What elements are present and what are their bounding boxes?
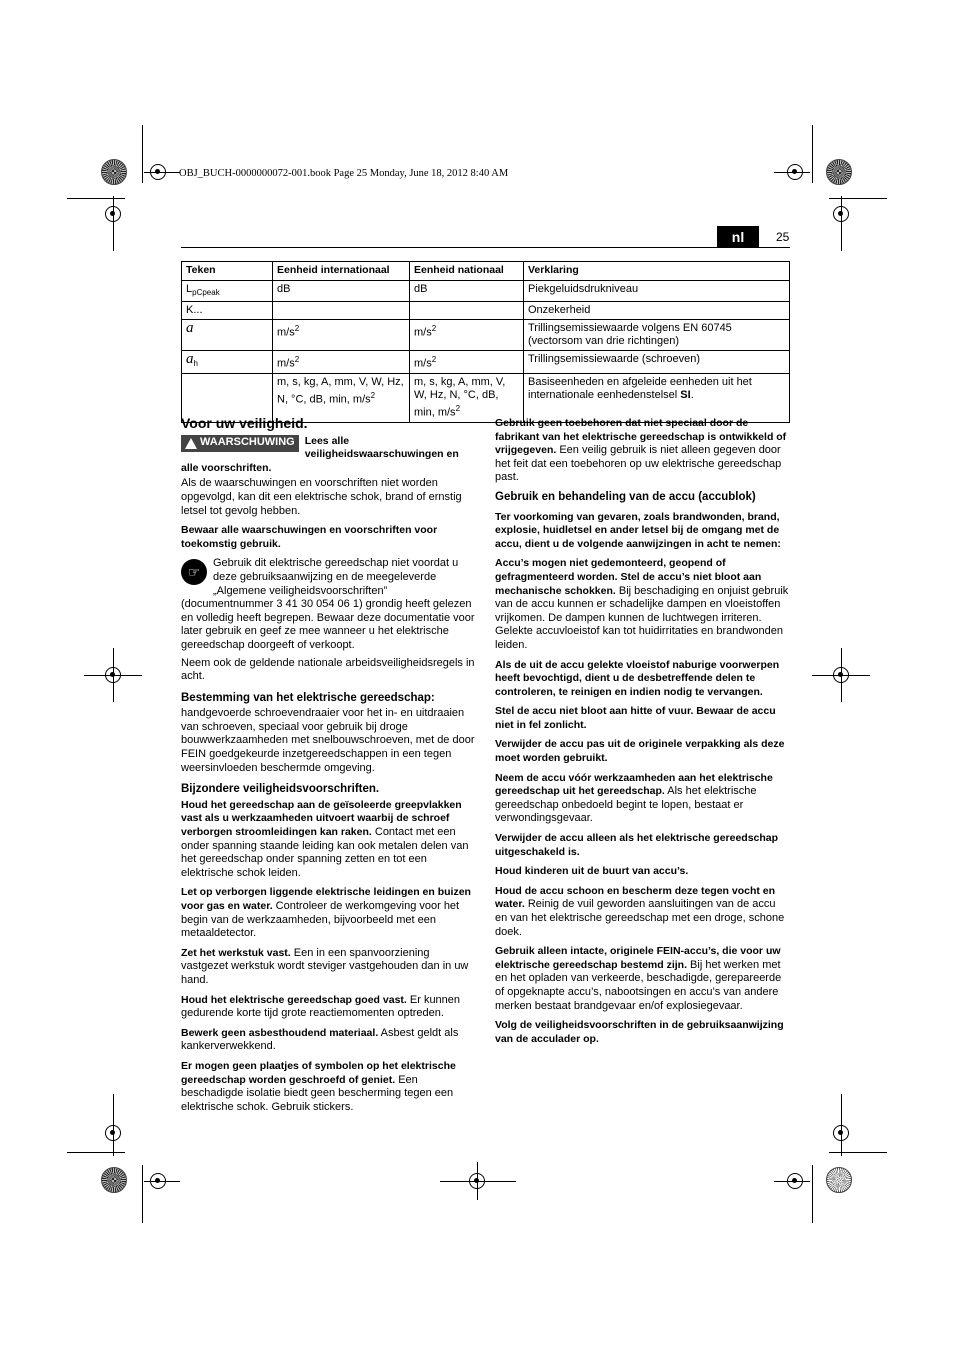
registration-mark-icon [105,206,121,222]
registration-mark-icon [833,1125,849,1141]
explanation-cell: Trillingsemissiewaarde volgens EN 60745 (vectorsom van drie richtingen) [524,320,790,351]
safety-item: Verwijder de accu pas uit de originele verpakking als deze moet worden gebruikt. [495,738,785,765]
table-row [182,320,790,351]
warning-text: Lees alle veiligheidswaarschuwingen en alle voorschriften. [181,434,459,474]
nat-unit-cell: m, s, kg, A, mm, V, W, Hz, N, °C, dB, min, $m/s^2$ [410,373,524,422]
registration-mark-icon [150,164,166,180]
header-rule [181,247,790,248]
column-header: Eenheid internationaal [273,262,410,281]
read-manual-icon: ☞ [181,559,207,585]
intl-unit-cell: $m/s^2$ [273,320,410,351]
nat-unit-cell: $m/s^2$ [410,320,524,351]
safety-item: Als de uit de accu gelekte vloeistof naburige voorwerpen heeft bevochtigd, dient u de desbetreffende delen te controleren, te reinigen en indien nodig te vervangen. [495,658,780,698]
subheading: Bijzondere veiligheidsvoorschriften. [181,783,380,796]
nat-unit-cell: dB [410,281,524,302]
color-wheel-icon [826,1167,852,1193]
intl-unit-cell: m, s, kg, A, mm, V, W, Hz, N, °C, dB, min, $m/s^2$ [273,373,410,422]
color-wheel-icon [826,159,852,185]
registration-mark-icon [787,1173,803,1189]
safety-item: Gebruik geen toebehoren dat niet speciaal door de fabrikant van het elektrische gereedschap is ontwikkeld of vrijgegeven. Een veilig gebruik is niet alleen gegeven door het feit dat een toebehoren op uw elektrische gereedschap past. [495,417,787,484]
intl-unit-cell: $m/s^2$ [273,351,410,374]
explanation-cell: Basiseenheden en afgeleide eenheden uit het internationale eenhedenstelsel SI. [524,373,790,422]
left-column [181,417,476,1120]
column-header: Teken [182,262,273,281]
paragraph: Neem ook de geldende nationale arbeidsveiligheidsregels in acht. [181,656,475,683]
column-header: Verklaring [524,262,790,281]
intl-unit-cell [273,302,410,320]
safety-item: Verwijder de accu alleen als het elektrische gereedschap uitgeschakeld is. [495,832,779,858]
nat-unit-cell: $m/s^2$ [410,351,524,374]
registration-mark-icon [105,667,121,683]
safety-item: Let op verborgen liggende elektrische leidingen en buizen voor gas en water. Controleer de werkomgeving voor het begin van de werkzaamheden, bijvoorbeeld met een metaaldetector. [181,886,471,940]
safety-item: Houd de accu schoon en bescherm deze tegen vocht en water. Reinig de vuil geworden aansluitingen van de accu en van het elektrische gereedschap met een droge, schone doek. [495,884,785,938]
intl-unit-cell: dB [273,281,410,302]
nat-unit-cell [410,302,524,320]
subheading: Bestemming van het elektrische gereedschap: [181,691,435,704]
table-header-row [182,262,790,281]
registration-mark-icon [150,1173,166,1189]
color-wheel-icon [101,1167,127,1193]
paragraph: Gebruik dit elektrische gereedschap niet voordat u deze gebruiksaanwijzing en de meegeleverde „Algemene veiligheidsvoorschriften” (documentnummer 3 41 30 054 06 1) grondig heeft gelezen en volledig heeft begrepen. Bewaar deze documentatie voor later gebruik en geef ze mee wanneer u het elektrische gereedschap doorgeeft of verkoopt. [181,557,475,651]
column-header: Eenheid nationaal [410,262,524,281]
safety-item: Stel de accu niet bloot aan hitte of vuur. Bewaar de accu niet in fel zonlicht. [495,705,776,731]
warning-triangle-icon [185,438,197,449]
symbol-cell: $L_{pCpeak}$ [182,281,273,302]
symbol-cell: K... [182,302,273,320]
warning-badge: WAARSCHUWING [181,435,299,452]
safety-item: Houd kinderen uit de buurt van accu’s. [495,865,689,878]
safety-item: Bewerk geen asbesthoudend materiaal. Asbest geldt als kankerverwekkend. [181,1026,459,1053]
paragraph: handgevoerde schroevendraaier voor het in- en uitdraaien van schroeven, speciaal voor gebruik bij droge bouwwerkzaamheden met snelbouwschroeven, met de door FEIN goedgekeurde inzetgereedschappen in een tegen weersinvloeden beschermde omgeving. [181,707,475,774]
safety-item: Houd het elektrische gereedschap goed vast. Er kunnen gedurende korte tijd grote reactiemomenten optreden. [181,993,461,1020]
right-column [495,417,790,1052]
table-row [182,281,790,302]
table-row [182,302,790,320]
safety-item: Houd het gereedschap aan de geïsoleerde greepvlakken vast als u werkzaamheden uitvoert waarbij de schroef verborgen stroomleidingen kan raken. Contact met een onder spanning staande leiding kan ook metalen delen van het gereedschap onder spanning zetten en tot een elektrische schok leiden. [181,798,469,879]
explanation-cell: Onzekerheid [524,302,790,320]
language-badge: nl [717,226,759,248]
color-wheel-icon [101,159,127,185]
safety-item: Gebruik alleen intacte, originele FEIN-accu’s, die voor uw elektrische gereedschap bestemd zijn. Bij het werken met en het opladen van verkeerde, beschadigde, gerepareerde of opgeknapte accu’s, nabootsingen en accu’s van andere merken bestaat brandgevaar en/of explosiegevaar. [495,945,782,1012]
subheading: Gebruik en behandeling van de accu (accublok) [495,490,756,503]
safety-item: Er mogen geen plaatjes of symbolen op het elektrische gereedschap worden geschroefd of geniet. Een beschadigde isolatie biedt geen bescherming tegen een elektrische schok. Gebruik stickers. [181,1059,456,1113]
explanation-cell: Piekgeluidsdrukniveau [524,281,790,302]
paragraph-bold: Bewaar alle waarschuwingen en voorschriften voor toekomstig gebruik. [181,524,438,550]
units-table [181,261,790,423]
symbol-cell: a [182,320,273,351]
registration-mark-icon [833,667,849,683]
table-row [182,351,790,374]
section-title: Voor uw veiligheid. [181,415,308,431]
safety-item: Volg de veiligheidsvoorschriften in de gebruiksaanwijzing van de acculader op. [495,1019,784,1045]
registration-mark-icon [105,1125,121,1141]
safety-item: Accu’s mogen niet gedemonteerd, geopend of gefragmenteerd worden. Stel de accu’s niet bloot aan mechanische schokken. Bij beschadiging en onjuist gebruik van de accu kunnen er schadelijke dampen en vloeistoffen vrijkomen. De dampen kunnen de luchtwegen irriteren. Gelekte accuvloeistof kan tot huidirritaties en brandwonden leiden. [495,557,789,651]
registration-mark-icon [833,206,849,222]
paragraph: Als de waarschuwingen en voorschriften niet worden opgevolgd, kan dit een elektrische schok, brand of ernstig letsel tot gevolg hebben. [181,477,462,517]
symbol-cell: $a_h$ [182,351,273,374]
file-info: OBJ_BUCH-0000000072-001.book Page 25 Monday, June 18, 2012 8:40 AM [179,168,509,179]
registration-mark-icon [469,1173,485,1189]
page-number: 25 [776,230,790,244]
registration-mark-icon [787,164,803,180]
explanation-cell: Trillingsemissiewaarde (schroeven) [524,351,790,374]
safety-item: Ter voorkoming van gevaren, zoals brandwonden, brand, explosie, huidletsel en ander letsel bij de omgang met de accu, dient u de volgende aanwijzingen in acht te nemen: [495,510,781,550]
safety-item: Zet het werkstuk vast. Een in een spanvoorziening vastgezet werkstuk wordt steviger vastgehouden dan in uw hand. [181,946,469,986]
safety-item: Neem de accu vóór werkzaamheden aan het elektrische gereedschap uit het gereedschap. Als het elektrische gereedschap onbedoeld begint te lopen, bestaat er verwondingsgevaar. [495,771,773,825]
